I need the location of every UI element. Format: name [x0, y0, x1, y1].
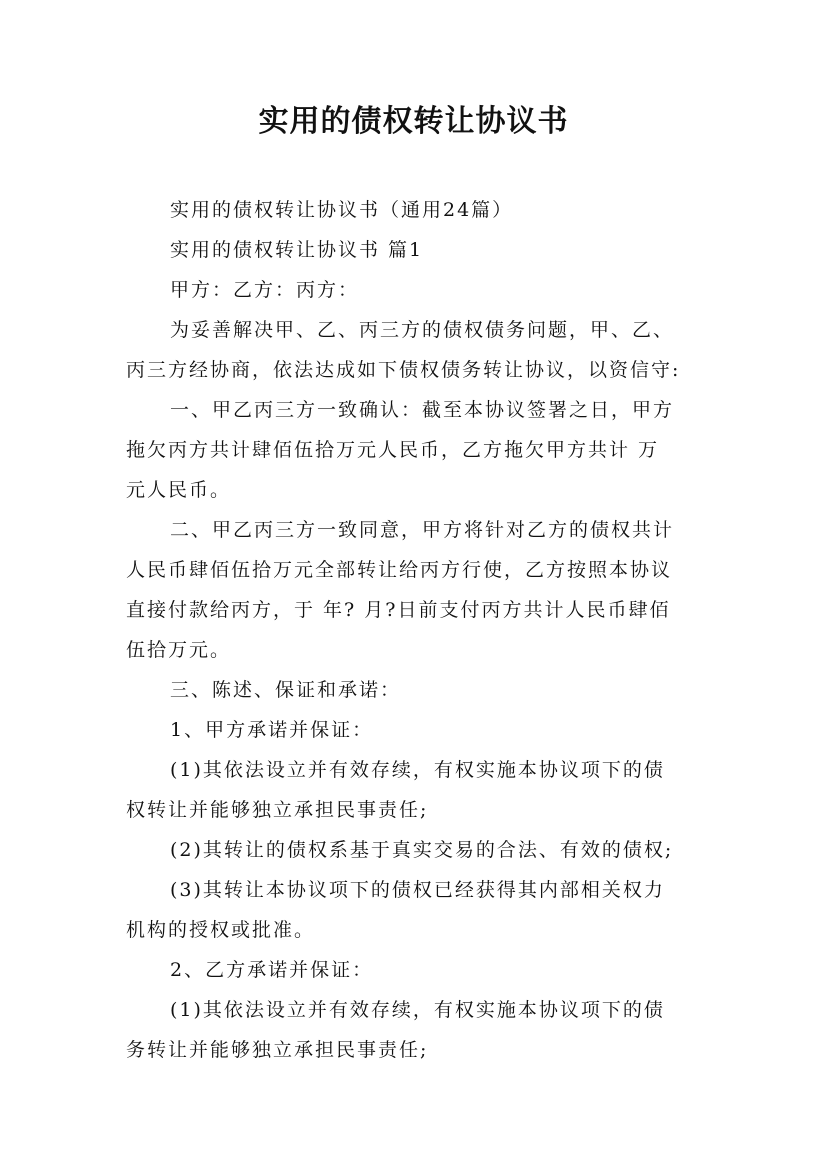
text-line: 二、甲乙丙三方一致同意，甲方将针对乙方的债权共计: [170, 519, 675, 541]
text-line: 为妥善解决甲、乙、丙三方的债权债务问题，甲、乙、: [170, 319, 675, 341]
text-line: 伍拾万元。: [126, 639, 232, 661]
text-line: 丙三方经协商，依法达成如下债权债务转让协议，以资信守:: [126, 359, 681, 381]
text-line: (1)其依法设立并有效存续，有权实施本协议项下的债: [170, 999, 665, 1021]
text-line: 拖欠丙方共计肆佰伍拾万元人民币，乙方拖欠甲方共计 万: [126, 439, 660, 461]
text-line: 权转让并能够独立承担民事责任;: [126, 799, 429, 821]
document-body: [126, 190, 708, 1070]
document-title: 实用的债权转让协议书: [258, 104, 569, 139]
text-line: 三、陈述、保证和承诺：: [170, 679, 402, 701]
text-line: (1)其依法设立并有效存续，有权实施本协议项下的债: [170, 759, 665, 781]
text-line: 直接付款给丙方，于 年? 月?日前支付丙方共计人民币肆佰: [126, 599, 671, 621]
text-line: 元人民币。: [126, 479, 232, 501]
text-line: 一、甲乙丙三方一致确认：截至本协议签署之日，甲方: [170, 399, 675, 421]
text-line: 实用的债权转让协议书 篇1: [170, 239, 424, 261]
text-line: 2、乙方承诺并保证：: [170, 959, 374, 981]
text-line: 甲方：乙方：丙方：: [170, 279, 360, 301]
text-line: 机构的授权或批准。: [126, 919, 316, 941]
text-line: 实用的债权转让协议书（通用24篇）: [170, 199, 514, 221]
text-line: (2)其转让的债权系基于真实交易的合法、有效的债权;: [170, 839, 674, 861]
text-line: 人民币肆佰伍拾万元全部转让给丙方行使，乙方按照本协议: [126, 559, 673, 581]
text-line: 1、甲方承诺并保证：: [170, 719, 374, 741]
text-line: 务转让并能够独立承担民事责任;: [126, 1039, 429, 1061]
text-line: (3)其转让本协议项下的债权已经获得其内部相关权力: [170, 879, 665, 901]
